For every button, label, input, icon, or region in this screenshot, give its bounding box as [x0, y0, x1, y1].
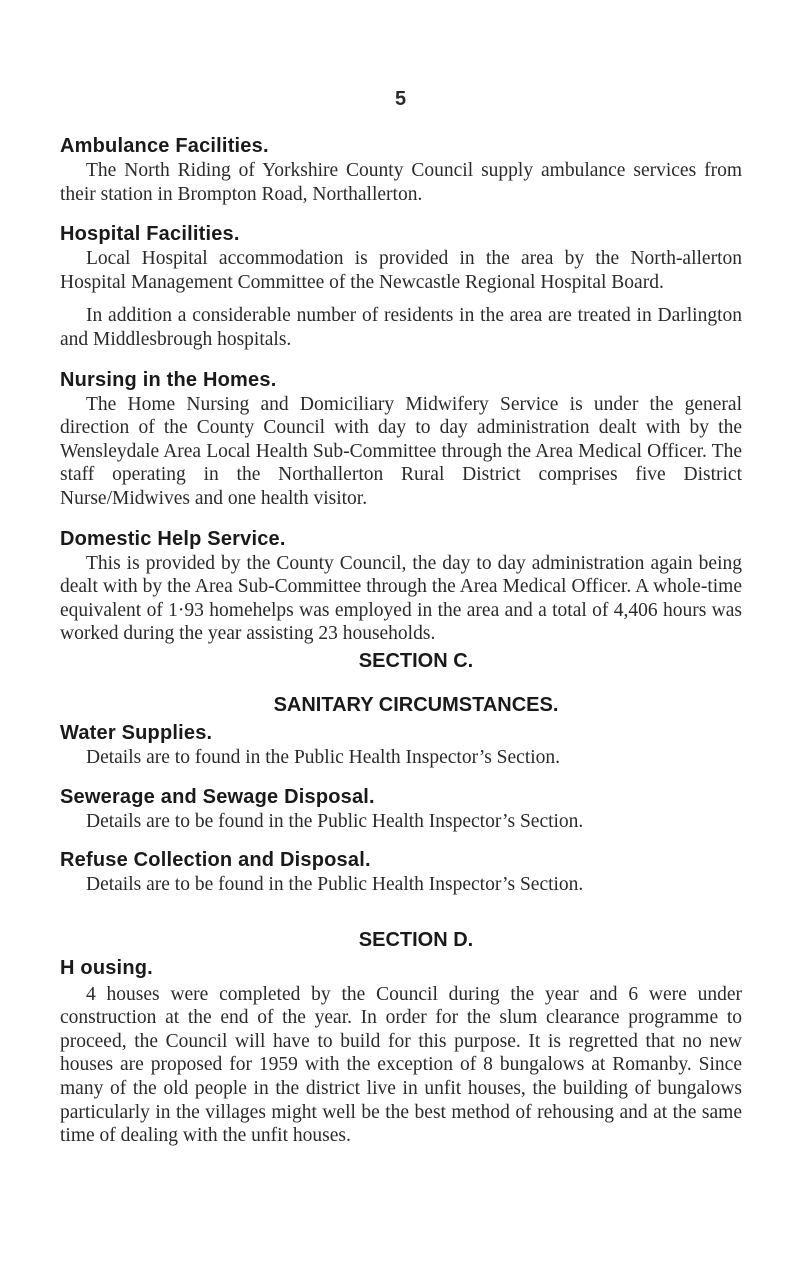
- section-c-subtitle: SANITARY CIRCUMSTANCES.: [273, 693, 559, 716]
- document-body: [60, 133, 742, 1148]
- hospital-paragraph-1: Local Hospital accommodation is provided in the area by the North-allerton Hospital Management Committee of the Newcastle Regional Hospital Board.: [60, 248, 742, 293]
- sewerage-heading: Sewerage and Sewage Disposal.: [60, 785, 375, 808]
- hospital-paragraph-2: In addition a considerable number of residents in the area are treated in Darlington and Middlesbrough hospitals.: [60, 305, 742, 350]
- refuse-paragraph: Details are to be found in the Public Health Inspector’s Section.: [86, 874, 584, 896]
- housing-heading: H ousing.: [60, 956, 153, 979]
- page-number: 5: [394, 88, 407, 110]
- section-d-title: SECTION D.: [358, 928, 474, 951]
- refuse-heading: Refuse Collection and Disposal.: [60, 849, 371, 872]
- water-paragraph: Details are to found in the Public Health Inspector’s Section.: [86, 746, 561, 768]
- nursing-paragraph: The Home Nursing and Domiciliary Midwifery Service is under the general direction of the County Council with day to day administration dealt with by the Wensleydale Area Local Health Sub-Committee through the Area Medical Officer. The staff operating in the Northallerton Rural District comprises five District Nurse/Midwives and one health visitor.: [60, 393, 742, 509]
- ambulance-heading: Ambulance Facilities.: [60, 135, 269, 157]
- ambulance-paragraph: The North Riding of Yorkshire County Council supply ambulance services from their station in Brompton Road, Northallerton.: [60, 160, 742, 205]
- hospital-heading: Hospital Facilities.: [60, 223, 240, 246]
- water-heading: Water Supplies.: [60, 721, 213, 744]
- domestic-heading: Domestic Help Service.: [60, 527, 286, 550]
- sewerage-paragraph: Details are to be found in the Public Health Inspector’s Section.: [86, 810, 584, 832]
- domestic-paragraph: This is provided by the County Council, the day to day administration again being dealt with by the Area Sub-Committee through the Area Medical Officer. A whole-time equivalent of 1·93 homehelps was employed in the area and a total of 4,406 hours was worked during the year assisting 23 households.: [60, 552, 742, 645]
- nursing-heading: Nursing in the Homes.: [60, 368, 277, 391]
- housing-paragraph: 4 houses were completed by the Council during the year and 6 were under construction at the end of the year. In order for the slum clearance programme to proceed, the Council will have to build for this purpose. It is regretted that no new houses are proposed for 1959 with the exception of 8 bungalows at Romanby. Since many of the old people in the district live in unfit houses, the building of bungalows particularly in the villages might well be the best method of rehousing and at the same time of dealing with the unfit houses.: [60, 983, 742, 1147]
- section-c-title: SECTION C.: [358, 649, 474, 672]
